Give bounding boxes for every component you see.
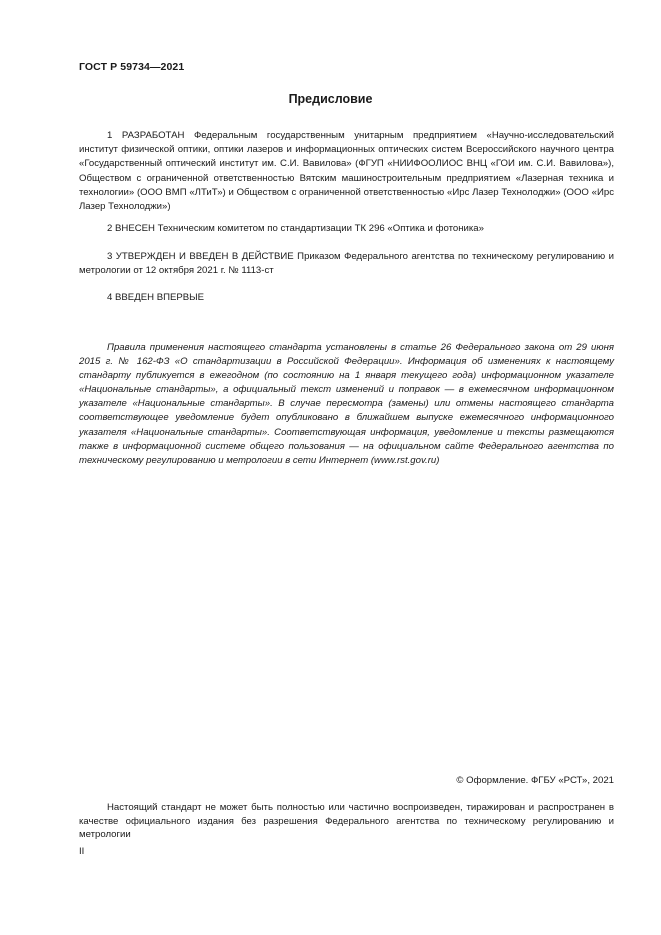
standard-id: ГОСТ Р 59734—2021: [79, 61, 185, 73]
paragraph-introduced: 4 ВВЕДЕН ВПЕРВЫЕ: [107, 292, 205, 303]
paragraph-approved: 3 УТВЕРЖДЕН И ВВЕДЕН В ДЕЙСТВИЕ Приказом Федерального агентства по техническому регулированию и метрологии от 12 октября 2021 г. № 1113-ст: [79, 251, 614, 277]
page-number: II: [79, 846, 85, 857]
application-rules-notice: Правила применения настоящего стандарта установлены в статье 26 Федерального закона от 29 июня 2015 г. № 162-ФЗ «О стандартизации в Российской Федерации». Информация об изменениях к настоящему стандарту публикуется в ежегодном (по состоянию на 1 января текущего года) информационном указателе «Национальные стандарты», а официальный текст изменений и поправок — в ежемесячном информационном указателе «Национальные стандарты». В случае пересмотра (замены) или отмены настоящего стандарта соответствующее уведомление будет опубликовано в ближайшем выпуске ежемесячного информационного указателя «Национальные стандарты». Соответствующая информация, уведомление и тексты размещаются также в информационной системе общего пользования — на официальном сайте Федерального агентства по техническому регулированию и метрологии в сети Интернет (www.rst.gov.ru): [79, 342, 614, 466]
paragraph-submitted-by: 2 ВНЕСЕН Техническим комитетом по стандартизации ТК 296 «Оптика и фотоника»: [107, 223, 484, 234]
reproduction-rights-notice: Настоящий стандарт не может быть полностью или частично воспроизведен, тиражирован и распространен в качестве официального издания без разрешения Федерального агентства по техническому регулированию и метрологии: [79, 802, 614, 840]
paragraph-developed-by: 1 РАЗРАБОТАН Федеральным государственным унитарным предприятием «Научно-исследовательский институт физической оптики, оптики лазеров и информационных оптических систем Всероссийского научного центра «Государственный оптический институт им. С.И. Вавилова» (ФГУП «НИИФООЛИОС ВНЦ «ГОИ им. С.И. Вавилова»), Обществом с ограниченной ответственностью Вятским машиностроительным предприятием «Лазерная техника и технологии» (ООО ВМП «ЛТиТ») и Обществом с ограниченной ответственностью «Ирс Лазер Технолоджи» (ООО «Ирс Лазер Технолоджи»): [79, 130, 614, 213]
section-title: Предисловие: [288, 92, 373, 106]
copyright-line: © Оформление. ФГБУ «РСТ», 2021: [456, 775, 614, 786]
